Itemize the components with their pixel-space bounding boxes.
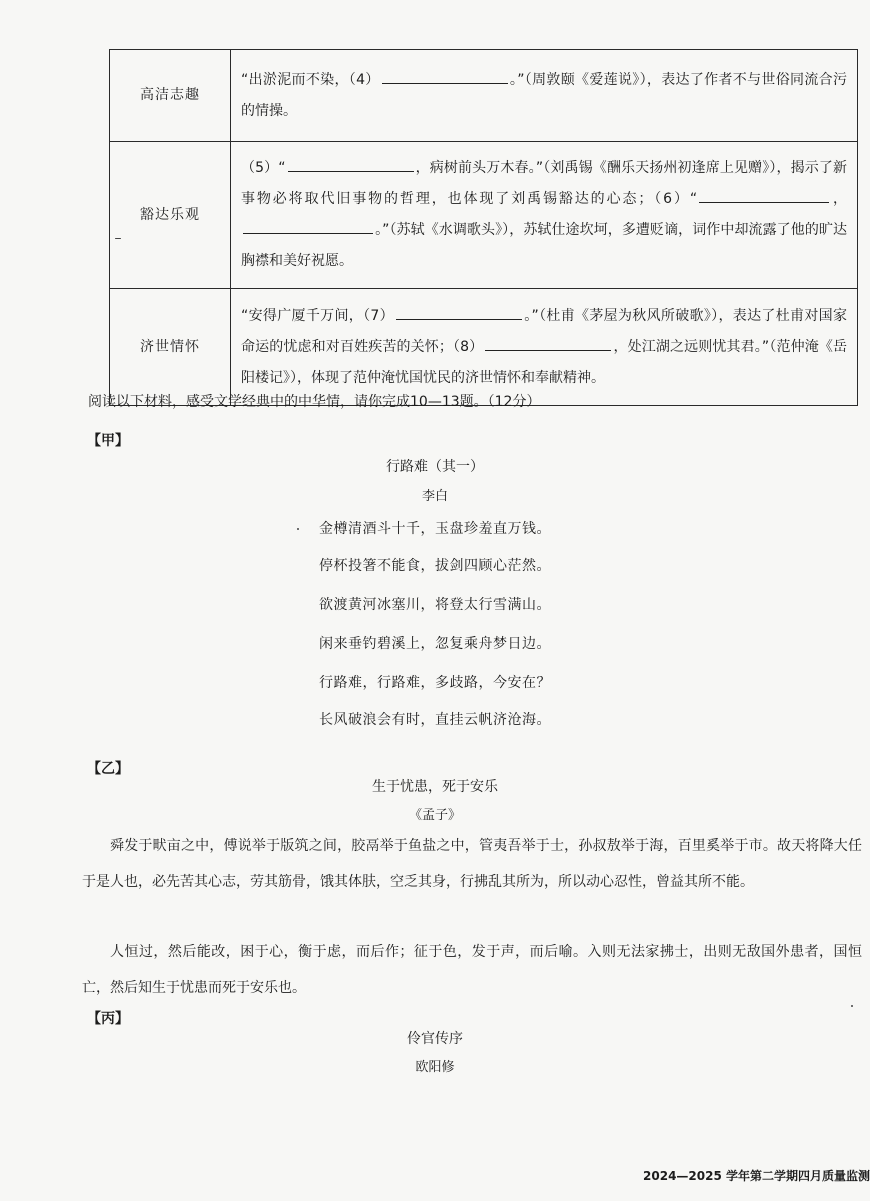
section-mark-jia: 【甲】: [87, 433, 129, 449]
section-mark-bing: 【丙】: [87, 1011, 129, 1027]
poem-line: 行路难，行路难，多歧路，今安在？: [319, 675, 551, 691]
essay-paragraph: 人恒过，然后能改，困于心，衡于虑，而后作；征于色，发于声，而后喻。入则无法家拂士，出则无敌国外患者，国恒亡，然后知生于忧患而死于安乐也。: [82, 944, 862, 996]
essay-author: 欧阳修: [415, 1060, 455, 1075]
category-cell: 济世情怀: [110, 289, 231, 406]
content-cell: “安得广厦千万间，（7） 。”（杜甫《茅屋为秋风所破歌》），表达了杜甫对国家命运的忧虑和对百姓疾苦的关怀；（8） ，处江湖之远则忧其君。”（范仲淹《岳阳楼记》），体现了范仲淹忧国忧民的济世情怀和奉献精神。: [231, 289, 858, 406]
answer-blank-4[interactable]: [382, 68, 508, 84]
scan-speck: [851, 1005, 853, 1007]
essay-author: 《孟子》: [408, 808, 461, 823]
essay-title: 生于忧患，死于安乐: [372, 779, 498, 795]
content-cell: （5）“ ，病树前头万木春。”（刘禹锡《酬乐天扬州初逢席上见赠》），揭示了新事物必将取代旧事物的哲理，也体现了刘禹锡豁达的心态；（6）“ ，。”（苏轼《水调歌头》），苏轼仕途坎坷，多遭贬谪，词作中却流露了他的旷达胸襟和美好祝愿。: [231, 142, 858, 289]
poem-line: 停杯投箸不能食，拔剑四顾心茫然。: [319, 558, 551, 574]
poem-title: 行路难（其一）: [386, 459, 484, 475]
poem-line: 金樽清酒斗十千，玉盘珍羞直万钱。: [319, 521, 551, 537]
instruction-text: 阅读以下材料，感受文学经典中的中华情，请你完成10—13题。（12分）: [88, 394, 541, 410]
answer-blank-8[interactable]: [485, 335, 611, 351]
scan-speck: [297, 528, 299, 530]
essay-title: 伶官传序: [407, 1031, 463, 1047]
answer-blank-6b[interactable]: [243, 218, 373, 234]
answer-blank-5[interactable]: [288, 156, 414, 172]
table-row: [110, 142, 858, 289]
scan-speck: [115, 238, 121, 239]
content-cell: “出淤泥而不染，（4） 。”（周敦颐《爱莲说》），表达了作者不与世俗同流合污的情操。: [231, 50, 858, 142]
poem-line: 闲来垂钓碧溪上，忽复乘舟梦日边。: [319, 636, 551, 652]
poem-line: 长风破浪会有时，直挂云帆济沧海。: [319, 712, 551, 728]
poem-line: 欲渡黄河冰塞川，将登太行雪满山。: [319, 597, 551, 613]
category-cell: 高洁志趣: [110, 50, 231, 142]
footer-text: 2024—2025 学年第二学期四月质量监测: [643, 1169, 870, 1183]
essay-paragraph: 舜发于畎亩之中，傅说举于版筑之间，胶鬲举于鱼盐之中，管夷吾举于士，孙叔敖举于海，百里奚举于市。故天将降大任于是人也，必先苦其心志，劳其筋骨，饿其体肤，空乏其身，行拂乱其所为，所以动心忍性，曾益其所不能。: [82, 838, 862, 890]
answer-blank-7[interactable]: [396, 304, 522, 320]
poem-author: 李白: [421, 489, 448, 504]
category-cell: 豁达乐观: [110, 142, 231, 289]
section-mark-yi: 【乙】: [87, 761, 129, 777]
answer-blank-6a[interactable]: [699, 187, 829, 203]
quote-table: [109, 49, 858, 406]
table-row: [110, 289, 858, 406]
table-row: [110, 50, 858, 142]
